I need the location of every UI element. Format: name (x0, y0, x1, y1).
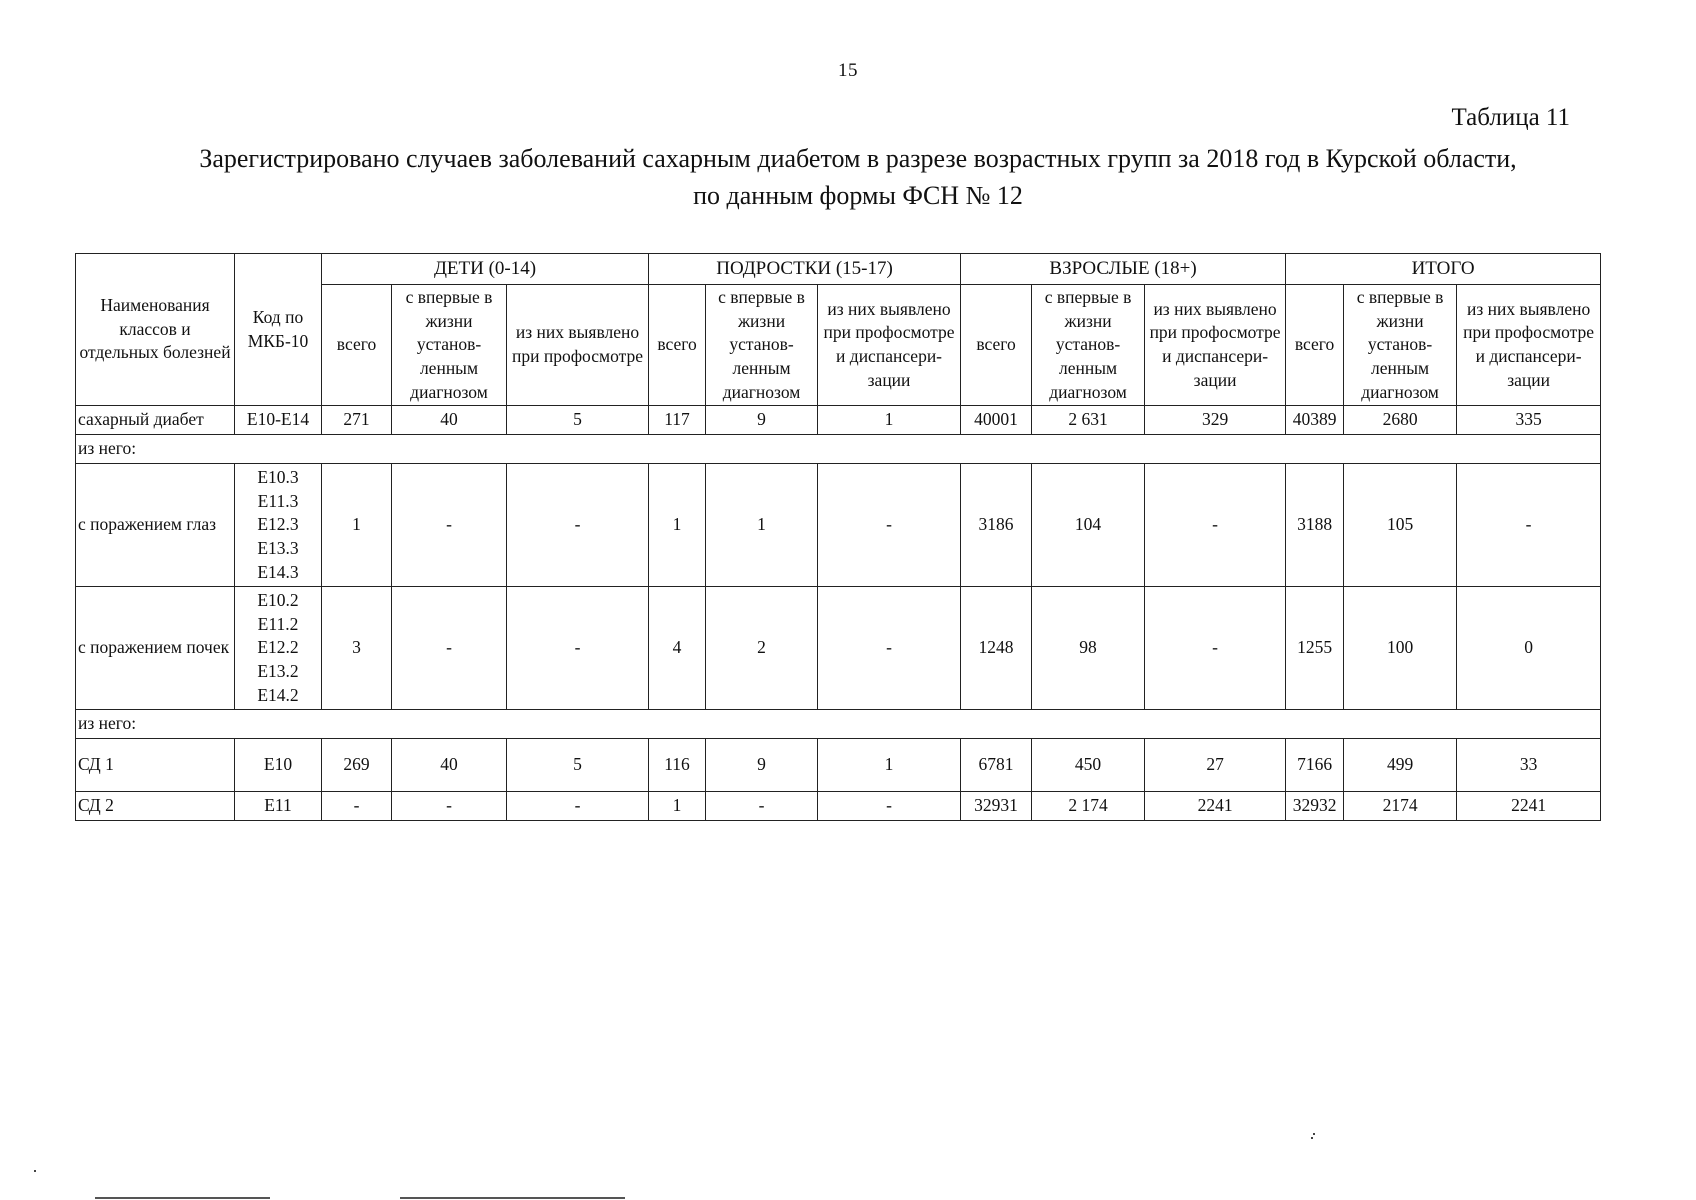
row-diabetes-total (76, 406, 1601, 435)
value-cell: 105 (1344, 464, 1457, 587)
value-cell: 1 (649, 464, 706, 587)
header-adults-total: всего (961, 285, 1032, 406)
value-cell: 271 (322, 406, 392, 435)
value-cell: 32931 (961, 792, 1032, 821)
value-cell: 33 (1457, 739, 1601, 792)
value-cell: 40389 (1286, 406, 1344, 435)
row-code: Е10-Е14 (235, 406, 322, 435)
row-code: Е11 (235, 792, 322, 821)
page-number: 15 (838, 60, 858, 81)
value-cell: 5 (507, 406, 649, 435)
header-children-first: с впервые в жизни установ-ленным диагнозом (392, 285, 507, 406)
title-line-1: Зарегистрировано случаев заболеваний сахарным диабетом в разрезе возрастных групп за 2018 год в Курской области, (199, 144, 1517, 173)
row-name: СД 1 (76, 739, 235, 792)
value-cell: 116 (649, 739, 706, 792)
icd-code: Е13.2 (257, 660, 299, 681)
icd-code: Е14.2 (257, 684, 299, 705)
bottom-rule (95, 1197, 270, 1199)
value-cell: - (507, 792, 649, 821)
value-cell: 2 174 (1032, 792, 1145, 821)
value-cell: 1 (818, 739, 961, 792)
value-cell: 5 (507, 739, 649, 792)
icd-code: Е10.2 (257, 590, 299, 611)
row-code: Е10 (235, 739, 322, 792)
table-label: Таблица 11 (1451, 104, 1570, 131)
header-group-total: ИТОГО (1286, 254, 1601, 285)
table-header (76, 254, 1601, 406)
value-cell: - (1457, 464, 1601, 587)
icd-code: Е10.3 (257, 467, 299, 488)
icd-code: Е11.2 (257, 613, 299, 634)
subhead-label: из него: (76, 710, 1601, 739)
value-cell: - (322, 792, 392, 821)
table-body (76, 406, 1601, 821)
title-line-2: по данным формы ФСН № 12 (693, 181, 1023, 210)
value-cell: 40 (392, 406, 507, 435)
value-cell: 3188 (1286, 464, 1344, 587)
value-cell: 269 (322, 739, 392, 792)
header-group-teens: ПОДРОСТКИ (15-17) (649, 254, 961, 285)
header-teens-first: с впервые в жизни установ-ленным диагнозом (706, 285, 818, 406)
value-cell: 1248 (961, 587, 1032, 710)
row-subhead-1 (76, 435, 1601, 464)
header-group-children: ДЕТИ (0-14) (322, 254, 649, 285)
scan-mark (34, 1170, 36, 1172)
header-children-prof: из них выявлено при профосмотре (507, 285, 649, 406)
value-cell: - (392, 464, 507, 587)
subhead-label: из него: (76, 435, 1601, 464)
value-cell: - (1145, 464, 1286, 587)
value-cell: 3 (322, 587, 392, 710)
header-total-total: всего (1286, 285, 1344, 406)
header-teens-total: всего (649, 285, 706, 406)
value-cell: 2174 (1344, 792, 1457, 821)
value-cell: 1255 (1286, 587, 1344, 710)
value-cell: 0 (1457, 587, 1601, 710)
value-cell: 4 (649, 587, 706, 710)
value-cell: 32932 (1286, 792, 1344, 821)
value-cell: 6781 (961, 739, 1032, 792)
header-adults-first: с впервые в жизни установ-ленным диагнозом (1032, 285, 1145, 406)
value-cell: 2241 (1145, 792, 1286, 821)
row-subhead-2 (76, 710, 1601, 739)
value-cell: - (392, 587, 507, 710)
header-adults-prof: из них выявлено при профосмотре и диспансери-зации (1145, 285, 1286, 406)
header-total-prof: из них выявлено при профосмотре и диспансери-зации (1457, 285, 1601, 406)
value-cell: - (507, 587, 649, 710)
value-cell: 335 (1457, 406, 1601, 435)
row-type-2 (76, 792, 1601, 821)
row-type-1 (76, 739, 1601, 792)
icd-code: Е14.3 (257, 561, 299, 582)
value-cell: 499 (1344, 739, 1457, 792)
bottom-rule (400, 1197, 625, 1199)
icd-code: Е12.3 (257, 514, 299, 535)
value-cell: 3186 (961, 464, 1032, 587)
value-cell: 9 (706, 739, 818, 792)
header-children-total: всего (322, 285, 392, 406)
value-cell: 100 (1344, 587, 1457, 710)
header-code-col: Код по МКБ-10 (235, 254, 322, 406)
value-cell: 329 (1145, 406, 1286, 435)
icd-code: Е12.2 (257, 637, 299, 658)
value-cell: 2 631 (1032, 406, 1145, 435)
icd-code: Е13.3 (257, 537, 299, 558)
value-cell: 40001 (961, 406, 1032, 435)
value-cell: - (1145, 587, 1286, 710)
value-cell: 27 (1145, 739, 1286, 792)
value-cell: - (392, 792, 507, 821)
value-cell: 104 (1032, 464, 1145, 587)
icd-code: Е11.3 (257, 490, 299, 511)
value-cell: 9 (706, 406, 818, 435)
row-eye-damage (76, 464, 1601, 587)
value-cell: 1 (706, 464, 818, 587)
value-cell: 117 (649, 406, 706, 435)
value-cell: 2680 (1344, 406, 1457, 435)
value-cell: - (818, 792, 961, 821)
value-cell: - (507, 464, 649, 587)
value-cell: 40 (392, 739, 507, 792)
value-cell: 1 (322, 464, 392, 587)
row-code (235, 464, 322, 587)
row-name: сахарный диабет (76, 406, 235, 435)
row-code (235, 587, 322, 710)
header-name-col: Наименования классов и отдельных болезней (76, 254, 235, 406)
value-cell: - (818, 464, 961, 587)
page-title (60, 140, 1656, 214)
value-cell: 1 (818, 406, 961, 435)
scan-mark (1313, 1133, 1315, 1135)
value-cell: 450 (1032, 739, 1145, 792)
value-cell: 98 (1032, 587, 1145, 710)
header-teens-prof: из них выявлено при профосмотре и диспансери-зации (818, 285, 961, 406)
row-name: с поражением почек (76, 587, 235, 710)
diabetes-table (75, 253, 1601, 821)
value-cell: 2241 (1457, 792, 1601, 821)
header-group-adults: ВЗРОСЛЫЕ (18+) (961, 254, 1286, 285)
value-cell: 1 (649, 792, 706, 821)
scan-mark (1311, 1137, 1313, 1139)
value-cell: 2 (706, 587, 818, 710)
row-name: с поражением глаз (76, 464, 235, 587)
value-cell: - (706, 792, 818, 821)
header-total-first: с впервые в жизни установ-ленным диагнозом (1344, 285, 1457, 406)
value-cell: 7166 (1286, 739, 1344, 792)
row-name: СД 2 (76, 792, 235, 821)
row-kidney-damage (76, 587, 1601, 710)
value-cell: - (818, 587, 961, 710)
